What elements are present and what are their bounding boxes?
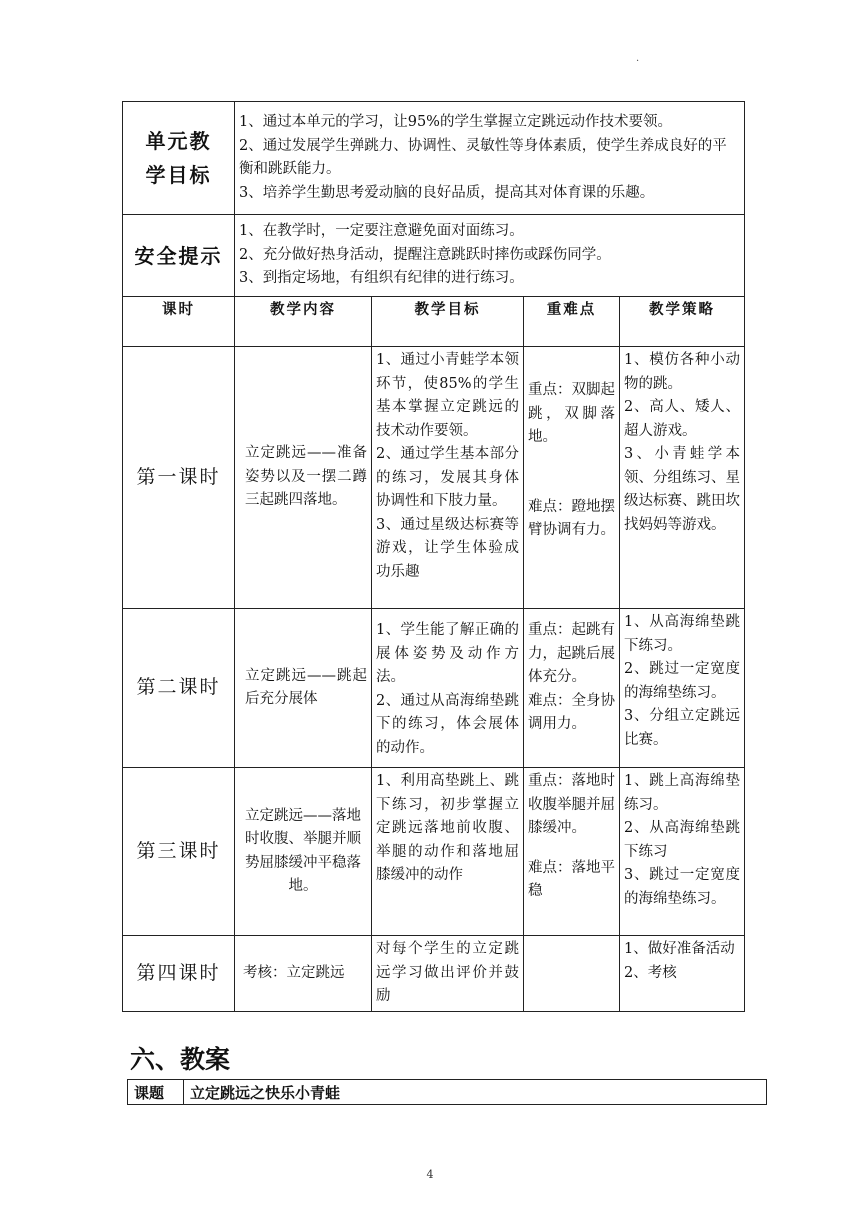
strategy-item: 1、从高海绵垫跳下练习。 (624, 614, 741, 654)
strategy-item: 2、从高海绵垫跳下练习 (624, 820, 741, 860)
strategy-item: 3、小青蛙学本领、分组练习、星级达标赛、跳田坎找妈妈等游戏。 (624, 446, 741, 533)
lesson-key-points (524, 347, 620, 609)
safety-item: 1、在教学时，一定要注意避免面对面练习。 (239, 223, 524, 240)
lesson-period: 第一课时 (123, 347, 235, 609)
lesson-strategies (620, 936, 745, 1012)
unit-goal-label: 单元教 学目标 (123, 102, 235, 215)
strategy-item: 1、模仿各种小动物的跳。 (624, 352, 741, 392)
lesson-period: 第二课时 (123, 609, 235, 768)
lesson-goal-item: 1、通过小青蛙学本领环节，使85%的学生基本掌握立定跳远的技术动作要领。 (376, 352, 519, 439)
key-point: 重点：双脚起跳，双脚落地。 (528, 382, 615, 445)
lesson-goals (372, 768, 524, 936)
strategy-item: 1、做好准备活动 (624, 941, 735, 957)
difficulty-point: 难点：全身协调用力。 (528, 692, 615, 732)
lesson-strategies (620, 347, 745, 609)
key-point: 重点：起跳有力，起跳后展体充分。 (528, 622, 615, 685)
unit-plan-table (122, 101, 745, 1012)
lesson-goal-item: 对每个学生的立定跳远学习做出评价并鼓励 (376, 941, 519, 1004)
safety-row (123, 215, 745, 297)
unit-goal-row (123, 102, 745, 215)
lesson-goal-item: 2、通过学生基本部分的练习，发展其身体协调性和下肢力量。 (376, 446, 519, 509)
lesson-content: 立定跳远——落地时收腹、举腿并顺势屈膝缓冲平稳落地。 (235, 768, 372, 936)
column-header: 重难点 (524, 297, 620, 347)
lesson-row (123, 936, 745, 1012)
lesson-goals (372, 609, 524, 768)
safety-item: 3、到指定场地，有组织有纪律的进行练习。 (239, 270, 524, 287)
difficulty-point: 难点：蹬地摆臂协调有力。 (528, 498, 615, 538)
lesson-key-points (524, 936, 620, 1012)
lesson-goals (372, 936, 524, 1012)
safety-item: 2、充分做好热身活动，提醒注意跳跃时摔伤或踩伤同学。 (239, 246, 611, 263)
lesson-goal-item: 1、学生能了解正确的展体姿势及动作方法。 (376, 622, 519, 685)
key-point: 重点：落地时收腹举腿并屈膝缓冲。 (528, 773, 615, 836)
strategy-item: 2、高人、矮人、超人游戏。 (624, 399, 741, 439)
lesson-goal-item: 3、通过星级达标赛等游戏，让学生体验成功乐趣 (376, 516, 519, 580)
strategy-item: 3、跳过一定宽度的海绵垫练习。 (624, 867, 741, 907)
lesson-row (123, 768, 745, 936)
lesson-period: 第四课时 (123, 936, 235, 1012)
column-header: 教学策略 (620, 297, 745, 347)
difficulty-point: 难点：落地平稳 (528, 859, 615, 899)
strategy-item: 3、分组立定跳远比赛。 (624, 708, 741, 748)
lesson-content: 立定跳远——准备姿势以及一摆二蹲三起跳四落地。 (235, 347, 372, 609)
strategy-item: 2、跳过一定宽度的海绵垫练习。 (624, 661, 741, 701)
lesson-row (123, 609, 745, 768)
lesson-goals (372, 347, 524, 609)
column-header: 教学目标 (372, 297, 524, 347)
topic-value: 立定跳远之快乐小青蛙 (184, 1080, 767, 1105)
lesson-key-points (524, 609, 620, 768)
safety-label: 安全提示 (123, 215, 235, 297)
column-header-row (123, 297, 745, 347)
lesson-strategies (620, 609, 745, 768)
lesson-key-points (524, 768, 620, 936)
column-header: 教学内容 (235, 297, 372, 347)
lesson-row (123, 347, 745, 609)
lesson-content: 立定跳远——跳起后充分展体 (235, 609, 372, 768)
topic-label: 课题 (128, 1080, 184, 1105)
lesson-content: 考核：立定跳远 (235, 936, 372, 1012)
lesson-strategies (620, 768, 745, 936)
unit-goal-item: 3、培养学生勤思考爱动脑的良好品质，提高其对体育课的乐趣。 (239, 184, 655, 201)
strategy-item: 2、考核 (624, 964, 677, 981)
lesson-plan-table (127, 1079, 767, 1105)
unit-goal-item: 2、通过发展学生弹跳力、协调性、灵敏性等身体素质，使学生养成良好的平衡和跳跃能力。 (239, 137, 727, 177)
column-header: 课时 (123, 297, 235, 347)
safety-content (235, 215, 745, 297)
strategy-item: 1、跳上高海绵垫练习。 (624, 773, 741, 813)
page-number: 4 (426, 1168, 434, 1181)
header-dot: · (636, 56, 640, 67)
unit-goal-content (235, 102, 745, 215)
lesson-goal-item: 1、利用高垫跳上、跳下练习，初步掌握立定跳远落地前收腹、举腿的动作和落地屈膝缓冲的动作 (376, 773, 519, 883)
lesson-goal-item: 2、通过从高海绵垫跳下的练习，体会展体的动作。 (376, 692, 519, 756)
section-title: 六、教案 (130, 1045, 231, 1074)
unit-goal-item: 1、通过本单元的学习，让95%的学生掌握立定跳远动作技术要领。 (239, 114, 672, 130)
lesson-period: 第三课时 (123, 768, 235, 936)
